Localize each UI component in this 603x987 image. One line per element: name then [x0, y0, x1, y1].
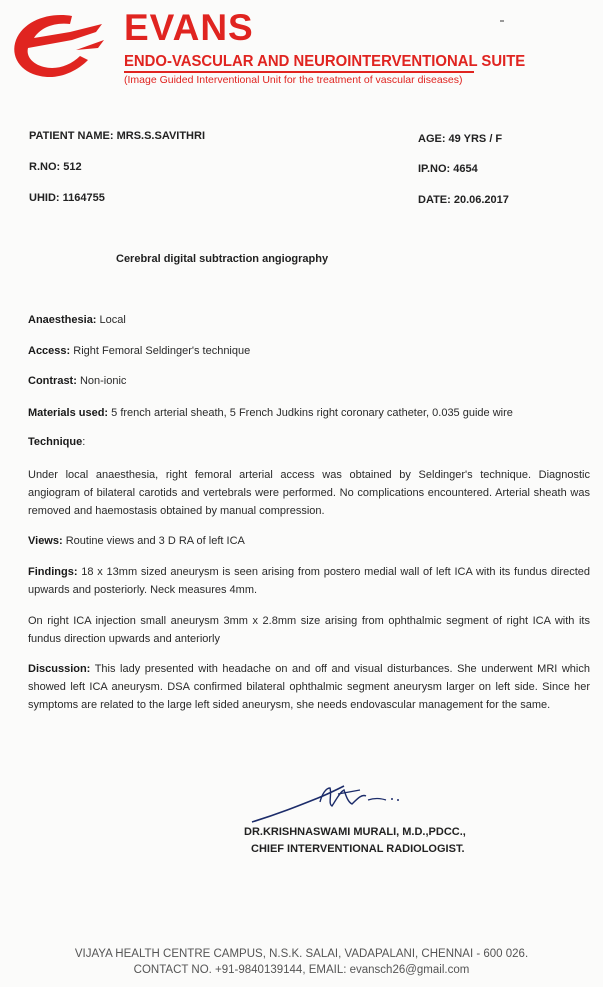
- uhid: UHID: 1164755: [29, 192, 105, 204]
- findings-label: Findings:: [28, 566, 78, 578]
- access-line: [28, 342, 590, 360]
- discussion-paragraph: [28, 660, 590, 714]
- contrast-label: Contrast:: [28, 375, 77, 387]
- suite-name: ENDO-VASCULAR AND NEUROINTERVENTIONAL SUITE: [124, 53, 526, 70]
- patient-name: PATIENT NAME: MRS.S.SAVITHRI: [29, 130, 205, 142]
- signature-image: [248, 780, 408, 826]
- signatory-title: CHIEF INTERVENTIONAL RADIOLOGIST.: [251, 843, 465, 855]
- findings-paragraph: [28, 563, 590, 599]
- procedure-title: Cerebral digital subtraction angiography: [116, 253, 329, 265]
- evans-e-logo-icon: [10, 10, 106, 80]
- header-underline: [124, 71, 474, 73]
- tagline: (Image Guided Interventional Unit for the treatment of vascular diseases): [124, 74, 463, 86]
- discussion-value: This lady presented with headache on and off and visual disturbances. She underwent MRI which showed left ICA aneurysm. DSA confirmed bilateral ophthalmic segment aneurysm larger on left side. Since her symptoms are related to the large left sided aneurysm, she needs endovascular management for the same.: [28, 663, 590, 711]
- report-date: DATE: 20.06.2017: [418, 194, 509, 206]
- brand-name: EVANS: [124, 7, 254, 48]
- footer-address: VIJAYA HEALTH CENTRE CAMPUS, N.S.K. SALAI, VADAPALANI, CHENNAI - 600 026.: [74, 948, 529, 960]
- registration-number: R.NO: 512: [29, 161, 82, 173]
- findings-value: 18 x 13mm sized aneurysm is seen arising from postero medial wall of left ICA with its fundus directed upwards and posteriorly. Neck measures 4mm.: [28, 566, 590, 596]
- scan-mark: [500, 20, 504, 22]
- right-ica-paragraph: On right ICA injection small aneurysm 3mm x 2.8mm size arising from ophthalmic segment of right ICA with its fundus direction upwards and anteriorly: [28, 615, 590, 645]
- technique-paragraph: Under local anaesthesia, right femoral arterial access was obtained by Seldinger's technique. Diagnostic angiogram of bilateral carotids and vertebrals were performed. No complications encountered. Arterial sheath was removed and haemostasis obtained by manual compression.: [28, 469, 590, 517]
- ip-number: IP.NO: 4654: [418, 163, 478, 175]
- views-line: [28, 532, 590, 550]
- access-label: Access:: [28, 345, 71, 357]
- anaesthesia-line: [28, 311, 590, 329]
- materials-value: 5 french arterial sheath, 5 French Judkins right coronary catheter, 0.035 guide wire: [108, 407, 513, 419]
- views-label: Views:: [28, 535, 63, 547]
- materials-label: Materials used:: [28, 407, 109, 419]
- anaesthesia-label: Anaesthesia:: [28, 314, 97, 326]
- patient-age: AGE: 49 YRS / F: [418, 133, 503, 145]
- contrast-line: [28, 372, 590, 390]
- anaesthesia-value: Local: [96, 314, 126, 326]
- views-value: Routine views and 3 D RA of left ICA: [62, 535, 245, 547]
- footer-contact: CONTACT NO. +91-9840139144, EMAIL: evansch26@gmail.com: [133, 964, 470, 976]
- technique-colon: :: [82, 436, 86, 448]
- signatory-name: DR.KRISHNASWAMI MURALI, M.D.,PDCC.,: [244, 826, 466, 838]
- materials-line: [28, 404, 590, 422]
- technique-heading: [28, 433, 590, 451]
- contrast-value: Non-ionic: [76, 375, 127, 387]
- technique-label: Technique: [28, 436, 83, 448]
- discussion-label: Discussion:: [28, 663, 91, 675]
- access-value: Right Femoral Seldinger's technique: [70, 345, 251, 357]
